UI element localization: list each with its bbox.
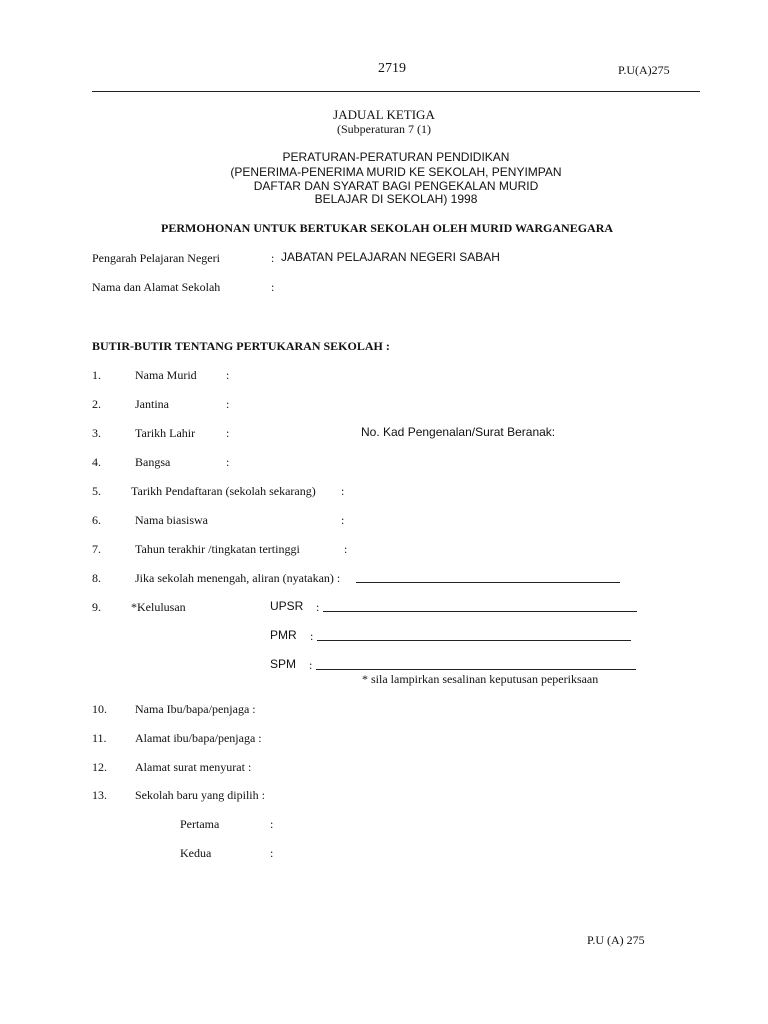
- school-label: Nama dan Alamat Sekolah: [92, 280, 221, 294]
- item-1-number: 1.: [92, 368, 101, 382]
- item-4-number: 4.: [92, 455, 101, 469]
- item-5-colon: :: [341, 484, 345, 498]
- item-2-number: 2.: [92, 397, 101, 411]
- item-5-number: 5.: [92, 484, 101, 498]
- id-card-label: No. Kad Pengenalan/Surat Beranak:: [361, 425, 556, 439]
- item-3-colon: :: [226, 426, 230, 440]
- item-6-label: Nama biasiswa: [135, 513, 208, 527]
- regulation-line-1: PERATURAN-PERATURAN PENDIDIKAN: [282, 150, 510, 164]
- section-heading: BUTIR-BUTIR TENTANG PERTUKARAN SEKOLAH :: [92, 339, 390, 353]
- upsr-label: UPSR: [270, 599, 304, 613]
- item-1-colon: :: [226, 368, 230, 382]
- spm-label: SPM: [270, 657, 297, 671]
- item-9-label: *Kelulusan: [131, 600, 186, 614]
- spm-answer-line[interactable]: [316, 669, 636, 670]
- item-4-colon: :: [226, 455, 230, 469]
- item-13-number: 13.: [92, 788, 107, 802]
- regulation-line-3: DAFTAR DAN SYARAT BAGI PENGEKALAN MURID: [253, 179, 539, 193]
- pmr-answer-line[interactable]: [317, 640, 631, 641]
- subregulation: (Subperaturan 7 (1): [337, 122, 431, 136]
- header-rule: [92, 91, 700, 92]
- second-choice-colon: :: [270, 846, 274, 860]
- item-13-label: Sekolah baru yang dipilih :: [135, 788, 265, 802]
- first-choice-label: Pertama: [180, 817, 220, 831]
- item-7-number: 7.: [92, 542, 101, 556]
- item-6-number: 6.: [92, 513, 101, 527]
- item-11-label: Alamat ibu/bapa/penjaga :: [135, 731, 262, 745]
- item-7-colon: :: [344, 542, 348, 556]
- item-8-label: Jika sekolah menengah, aliran (nyatakan) :: [135, 571, 341, 585]
- director-label: Pengarah Pelajaran Negeri: [92, 251, 220, 265]
- item-12-number: 12.: [92, 760, 107, 774]
- item-7-label: Tahun terakhir /tingkatan tertinggi: [135, 542, 300, 556]
- item-2-colon: :: [226, 397, 230, 411]
- item-3-label: Tarikh Lahir: [135, 426, 196, 440]
- item-4-label: Bangsa: [135, 455, 171, 469]
- pmr-colon: :: [310, 629, 314, 643]
- director-value: JABATAN PELAJARAN NEGERI SABAH: [281, 250, 500, 264]
- item-2-label: Jantina: [135, 397, 169, 411]
- item-1-label: Nama Murid: [135, 368, 197, 382]
- second-choice-label: Kedua: [180, 846, 212, 860]
- form-title: PERMOHONAN UNTUK BERTUKAR SEKOLAH OLEH MURID WARGANEGARA: [161, 221, 614, 235]
- item-3-number: 3.: [92, 426, 101, 440]
- schedule-title: JADUAL KETIGA: [333, 107, 435, 122]
- pmr-label: PMR: [270, 628, 297, 642]
- header-reference: P.U(A)275: [618, 63, 670, 77]
- results-note: * sila lampirkan sesalinan keputusan peperiksaan: [362, 672, 599, 686]
- first-choice-colon: :: [270, 817, 274, 831]
- upsr-colon: :: [316, 600, 320, 614]
- item-5-label: Tarikh Pendaftaran (sekolah sekarang): [131, 484, 316, 498]
- page-number: 2719: [378, 61, 406, 76]
- upsr-answer-line[interactable]: [323, 611, 637, 612]
- footer-reference: P.U (A) 275: [587, 933, 645, 947]
- spm-colon: :: [309, 658, 313, 672]
- regulation-line-2: (PENERIMA-PENERIMA MURID KE SEKOLAH, PENYIMPAN: [230, 165, 562, 179]
- director-colon: :: [271, 251, 275, 265]
- regulation-line-4: BELAJAR DI SEKOLAH) 1998: [314, 192, 478, 206]
- item-8-number: 8.: [92, 571, 101, 585]
- school-colon: :: [271, 280, 275, 294]
- item-11-number: 11.: [92, 731, 107, 745]
- item-10-label: Nama Ibu/bapa/penjaga :: [135, 702, 256, 716]
- stream-answer-line[interactable]: [356, 582, 620, 583]
- item-9-number: 9.: [92, 600, 101, 614]
- item-6-colon: :: [341, 513, 345, 527]
- item-12-label: Alamat surat menyurat :: [135, 760, 252, 774]
- item-10-number: 10.: [92, 702, 107, 716]
